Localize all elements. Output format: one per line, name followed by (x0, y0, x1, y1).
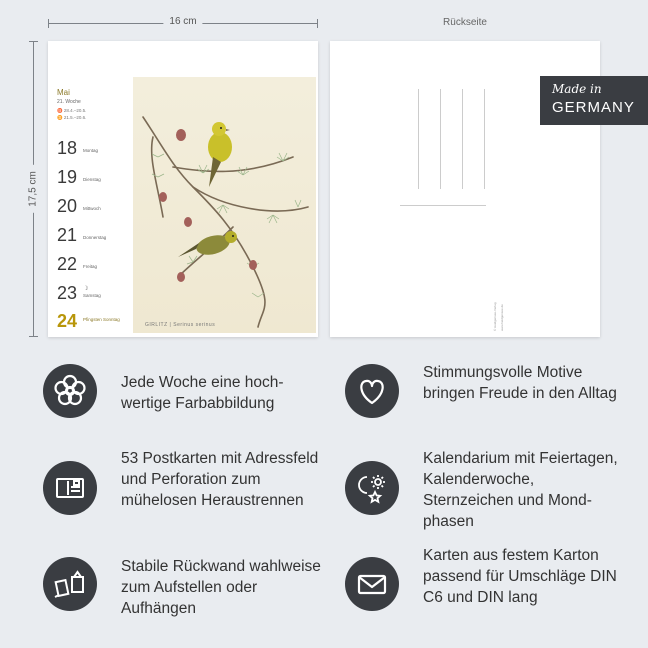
divider-line (400, 205, 486, 206)
day-row-holiday: 24 Pfingsten Sonntag (57, 311, 120, 331)
feature-text: Stimmungsvolle Motive bringen Freude in den Alltag (423, 364, 617, 402)
day-row: 18 Montag (57, 138, 99, 158)
height-label: 17,5 cm (28, 165, 39, 213)
bird-illustration (133, 77, 316, 333)
postcard-icon (43, 461, 97, 515)
width-label: 16 cm (163, 16, 202, 27)
day-row: 19 Dienstag (57, 167, 101, 187)
width-dimension (48, 16, 318, 30)
front-card (48, 41, 318, 337)
height-dimension (26, 41, 40, 337)
month-label: Mai (57, 88, 70, 97)
feature-text: Karten aus festem Karton passend für Umschläge DIN C6 und DIN lang (423, 547, 617, 606)
day-row: 20 Mittwoch (57, 196, 101, 216)
finches-on-larch-icon (133, 77, 316, 333)
moon-phase-icon: ☽ (83, 286, 89, 292)
back-side-label: Rückseite (443, 17, 487, 28)
feature-text: Kalendarium mit Feiertagen, Kalenderwoche, Sternzeichen und Mondphasen (423, 450, 618, 530)
feature-text: 53 Postkarten mit Adressfeld und Perforation zum mühelosen Heraustrennen (121, 450, 319, 509)
zodiac-2: ♊ 21.5.–20.6. (57, 115, 87, 120)
moon-sun-star-icon (345, 461, 399, 515)
feature-text: Jede Woche eine hochwertige Farbabbildung (121, 374, 284, 412)
envelope-icon (345, 557, 399, 611)
day-row: 22 Freitag (57, 254, 98, 274)
week-label: 21. Woche (57, 99, 81, 105)
day-row: 21 Donnerstag (57, 225, 107, 245)
zodiac-1: ♉ 28.4.–20.5. (57, 108, 87, 113)
made-in-germany-badge (540, 76, 648, 125)
flower-icon (43, 364, 97, 418)
stand-hang-icon (43, 557, 97, 611)
illustration-caption: GIRLITZ | Serinus serinus (145, 322, 216, 328)
back-info: www.heidgensee.de (500, 304, 504, 331)
feature-text: Stabile Rückwand wahlweise zum Aufstellen oder Aufhängen (121, 558, 321, 617)
back-credit: © Heidgensee-Verlag (493, 302, 497, 331)
heart-icon (345, 364, 399, 418)
day-row: 23 ☽ Samstag (57, 283, 101, 303)
country-label: GERMANY (552, 99, 635, 116)
made-in-label: Made in (552, 82, 602, 96)
